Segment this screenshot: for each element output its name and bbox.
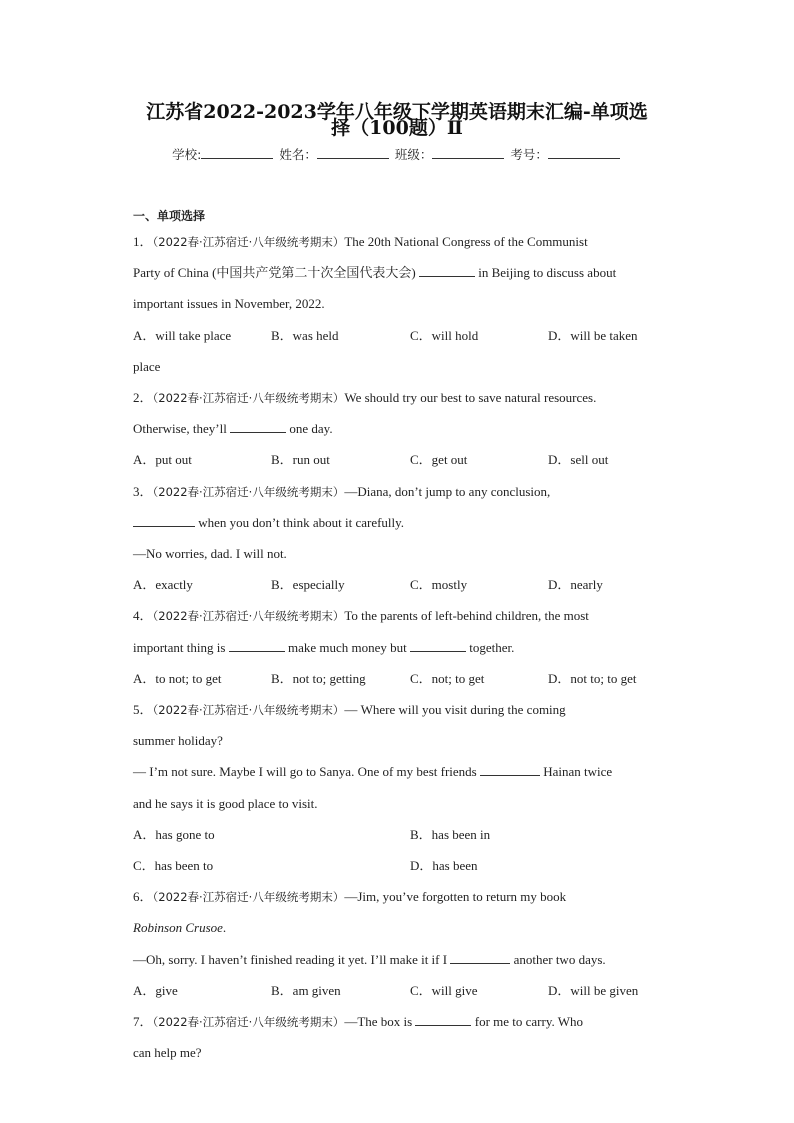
q5-option-c[interactable]: C．has been to bbox=[133, 858, 214, 873]
q3-option-d[interactable]: D．nearly bbox=[548, 577, 603, 592]
q6-option-d[interactable]: D．will be given bbox=[548, 983, 639, 998]
question-source: （2022春·江苏宿迁·八年级统考期末） bbox=[152, 890, 345, 904]
answer-blank[interactable] bbox=[415, 1014, 471, 1026]
answer-blank[interactable] bbox=[410, 640, 466, 652]
question-6-line-2: Robinson Crusoe. bbox=[133, 920, 227, 935]
q1-option-b[interactable]: B．was held bbox=[271, 328, 339, 343]
question-1-line-1: 1．（2022春·江苏宿迁·八年级统考期末）The 20th National Congress of the Communist bbox=[133, 234, 588, 249]
question-source: （2022春·江苏宿迁·八年级统考期末） bbox=[152, 235, 345, 249]
question-6-line-3: —Oh, sorry. I haven’t finished reading it yet. I’ll make it if I another two days. bbox=[133, 952, 606, 967]
student-info-row bbox=[0, 145, 794, 163]
class-label: 班级： bbox=[394, 147, 433, 162]
question-5-line-3: — I’m not sure. Maybe I will go to Sanya. One of my best friends Hainan twice bbox=[133, 764, 613, 779]
q2-option-d[interactable]: D．sell out bbox=[548, 452, 609, 467]
question-source: （2022春·江苏宿迁·八年级统考期末） bbox=[152, 391, 345, 405]
question-1-line-3: important issues in November, 2022. bbox=[133, 296, 325, 311]
q1-option-c[interactable]: C．will hold bbox=[410, 328, 479, 343]
q4-option-b[interactable]: B．not to; getting bbox=[271, 671, 366, 686]
answer-blank[interactable] bbox=[419, 265, 475, 277]
q3-option-b[interactable]: B．especially bbox=[271, 577, 345, 592]
question-4-line-1: 4．（2022春·江苏宿迁·八年级统考期末）To the parents of left-behind children, the most bbox=[133, 608, 589, 623]
q1-option-a[interactable]: A．will take place bbox=[133, 328, 232, 343]
q2-option-a[interactable]: A．put out bbox=[133, 452, 192, 467]
question-7-line-1: 7．（2022春·江苏宿迁·八年级统考期末）—The box is for me to carry. Who bbox=[133, 1014, 584, 1029]
answer-blank[interactable] bbox=[133, 515, 195, 527]
question-3-line-2: when you don’t think about it carefully. bbox=[133, 515, 404, 531]
question-source: （2022春·江苏宿迁·八年级统考期末） bbox=[152, 485, 345, 499]
q2-option-c[interactable]: C．get out bbox=[410, 452, 468, 467]
name-blank[interactable] bbox=[317, 146, 389, 159]
question-4-line-2: important thing is make much money but together. bbox=[133, 640, 515, 655]
answer-blank[interactable] bbox=[230, 421, 286, 433]
page-title-line-1: 江苏省2022-2023学年八年级下学期英语期末汇编-单项选 bbox=[146, 101, 648, 123]
question-3-line-3: —No worries, dad. I will not. bbox=[133, 546, 287, 561]
q5-option-a[interactable]: A．has gone to bbox=[133, 827, 215, 842]
q5-option-b[interactable]: B．has been in bbox=[410, 827, 491, 842]
question-source: （2022春·江苏宿迁·八年级统考期末） bbox=[152, 703, 345, 717]
number-label: 考号： bbox=[510, 147, 548, 162]
name-label: 姓名： bbox=[279, 147, 317, 162]
q5-option-d[interactable]: D．has been bbox=[410, 858, 478, 873]
q6-option-c[interactable]: C．will give bbox=[410, 983, 478, 998]
question-6-line-1: 6．（2022春·江苏宿迁·八年级统考期末）—Jim, you’ve forgotten to return my book bbox=[133, 889, 567, 904]
q6-option-a[interactable]: A．give bbox=[133, 983, 178, 998]
q4-option-c[interactable]: C．not; to get bbox=[410, 671, 485, 686]
question-3-line-1: 3．（2022春·江苏宿迁·八年级统考期末）—Diana, don’t jump to any conclusion, bbox=[133, 484, 551, 499]
answer-blank[interactable] bbox=[450, 952, 510, 964]
question-source: （2022春·江苏宿迁·八年级统考期末） bbox=[152, 609, 345, 623]
q3-option-a[interactable]: A．exactly bbox=[133, 577, 193, 592]
question-5-line-1: 5．（2022春·江苏宿迁·八年级统考期末）— Where will you visit during the coming bbox=[133, 702, 566, 717]
question-2-line-1: 2．（2022春·江苏宿迁·八年级统考期末）We should try our best to save natural resources. bbox=[133, 390, 597, 405]
q1-option-d-wrap: place bbox=[133, 359, 161, 374]
class-blank[interactable] bbox=[432, 146, 504, 159]
answer-blank[interactable] bbox=[229, 640, 285, 652]
q6-option-b[interactable]: B．am given bbox=[271, 983, 341, 998]
section-heading: 一、单项选择 bbox=[133, 209, 206, 223]
school-label: 学校: bbox=[172, 147, 202, 162]
page-title-line-2: 择（100题）Ⅱ bbox=[331, 117, 463, 139]
q4-option-d[interactable]: D．not to; to get bbox=[548, 671, 637, 686]
question-source: （2022春·江苏宿迁·八年级统考期末） bbox=[152, 1015, 345, 1029]
question-5-line-4: and he says it is good place to visit. bbox=[133, 796, 318, 811]
q3-option-c[interactable]: C．mostly bbox=[410, 577, 468, 592]
school-blank[interactable] bbox=[201, 146, 273, 159]
question-2-line-2: Otherwise, they’ll one day. bbox=[133, 421, 333, 436]
question-1-line-2: Party of China (中国共产党第二十次全国代表大会) in Beijing to discuss about bbox=[133, 265, 617, 280]
q4-option-a[interactable]: A．to not; to get bbox=[133, 671, 222, 686]
question-7-line-2: can help me? bbox=[133, 1045, 202, 1060]
q2-option-b[interactable]: B．run out bbox=[271, 452, 330, 467]
number-blank[interactable] bbox=[548, 146, 620, 159]
q1-option-d[interactable]: D．will be taken bbox=[548, 328, 638, 343]
question-5-line-2: summer holiday? bbox=[133, 733, 223, 748]
answer-blank[interactable] bbox=[480, 764, 540, 776]
book-title: Robinson Crusoe bbox=[133, 920, 223, 935]
